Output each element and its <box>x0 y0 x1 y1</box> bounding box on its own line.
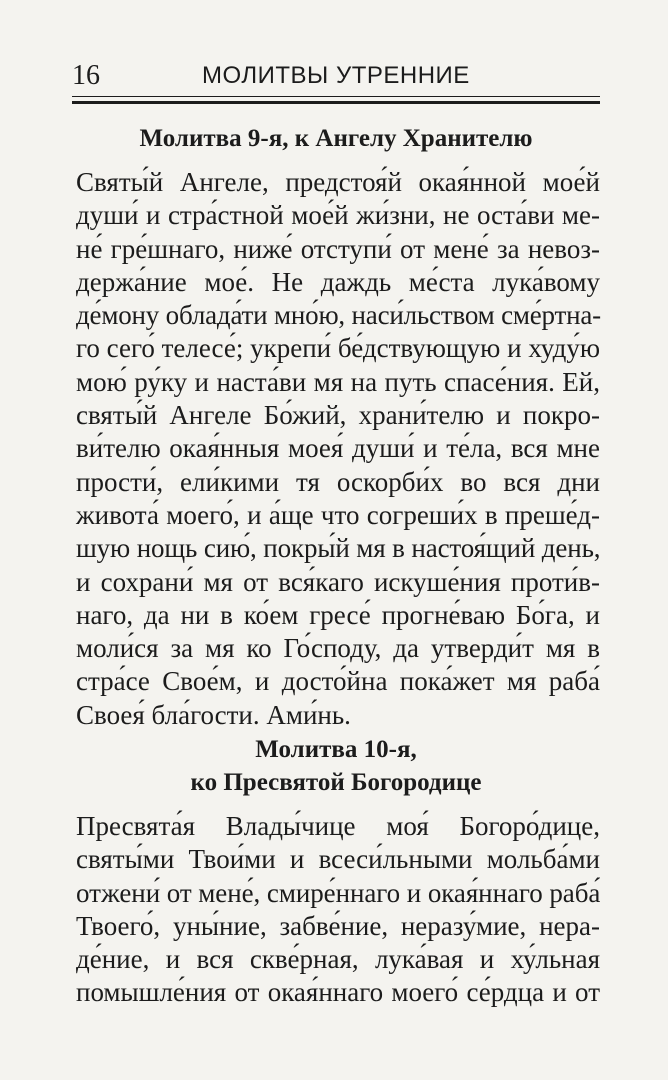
text-line: святы́й Ангеле Бо́жий, храни́телю и покро- <box>76 400 600 431</box>
text-line: не́ гре́шнаго, ниже́ отступи́ от мене́ за невоз- <box>76 233 600 264</box>
prayer-10-heading-line-1: Молитва 10-я, <box>255 736 417 763</box>
prayer-10-text <box>76 810 600 1010</box>
text-line: живота́ моего́, и а́ще что согреши́х в преше́д- <box>76 499 600 530</box>
text-line: Своея́ бла́гости. Ами́нь. <box>76 699 351 730</box>
prayer-9-heading: Молитва 9-я, к Ангелу Хранителю <box>139 125 533 152</box>
text-line: души́ и стра́стной мое́й жи́зни, не оста́ви ме- <box>76 200 600 231</box>
text-line: отжени́ от мене́, смире́ннаго и окая́ннаго раба́ <box>76 877 601 908</box>
prayer-9-text <box>76 166 600 732</box>
text-line: помышле́ния от окая́ннаго моего́ се́рдца и от <box>76 977 600 1008</box>
prayer-10-heading-line-2: ко Пресвятой Богородице <box>190 769 482 796</box>
running-head <box>72 58 602 94</box>
text-line: прости́, ели́кими тя оскорби́х во вся дни <box>76 466 600 497</box>
header-rule-thin <box>72 96 600 97</box>
text-line: ви́телю окая́нныя моея́ души́ и те́ла, вся мне <box>76 433 600 464</box>
running-title: МОЛИТВЫ УТРЕННИЕ <box>202 62 470 89</box>
text-line: го сего́ телесе́; укрепи́ бе́дствующую и худу́ю <box>76 333 600 364</box>
text-line: де́ние, и вся скве́рная, лука́вая и ху́льная <box>76 944 600 975</box>
text-line: шую нощь сию́, покры́й мя в настоя́щий день, <box>76 533 601 564</box>
page-number: 16 <box>72 60 100 91</box>
text-line: Пресвята́я Влады́чице моя́ Богоро́дице, <box>76 811 600 841</box>
header-rule-thick <box>72 101 600 104</box>
text-line: стра́се Свое́м, и досто́йна пока́жет мя раба́ <box>76 666 600 697</box>
text-line: Твоего́, уны́ние, забве́ние, неразу́мие, нера- <box>76 910 600 941</box>
prayer-10-heading <box>72 733 600 799</box>
text-line: де́мону облада́ти мно́ю, наси́льством сме́ртна- <box>76 300 601 331</box>
text-line: моли́ся за мя ко Го́споду, да утверди́т мя в <box>76 633 600 664</box>
text-line: и сохрани́ мя от вся́каго искуше́ния проти́в- <box>76 566 600 597</box>
text-line: святы́ми Твои́ми и всеси́льными мольба́ми <box>76 844 600 875</box>
text-line: мою́ ру́ку и наста́ви мя на путь спасе́ния. Ей, <box>76 366 600 397</box>
text-line: наго, да ни в ко́ем гресе́ прогне́ваю Бо́га, и <box>76 599 600 630</box>
text-line: держа́ние мое́. Не даждь ме́ста лука́вому <box>76 266 600 297</box>
text-line: Святы́й Ангеле, предстоя́й окая́нной мое́й <box>76 167 600 197</box>
